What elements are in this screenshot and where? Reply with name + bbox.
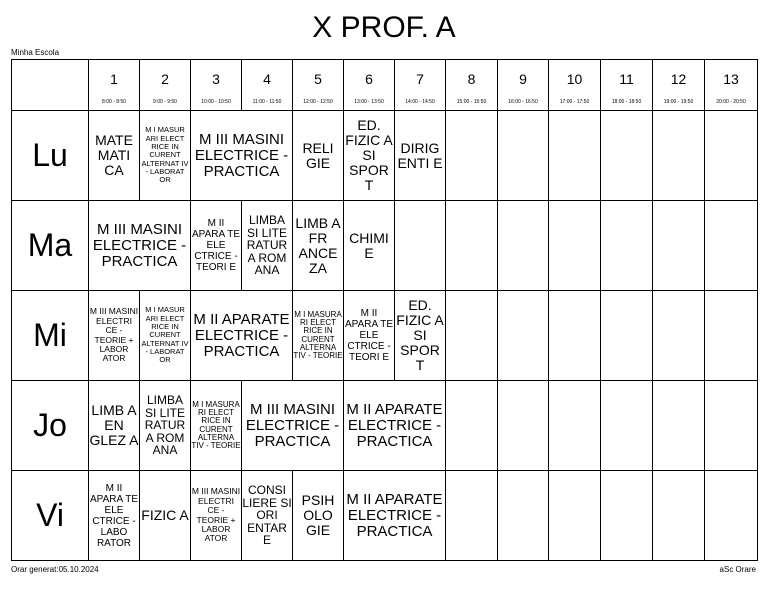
lesson-cell: ED. FIZIC A SI SPOR T — [344, 111, 395, 201]
lesson-cell: MATE MATI CA — [89, 111, 140, 201]
lesson-cell: M I MASURA RI ELECT RICE IN CURENT ALTERNA TIV - TEORIE — [191, 381, 242, 471]
empty-cell — [601, 111, 653, 201]
empty-cell — [446, 201, 498, 291]
generated-date: Orar generat:05.10.2024 — [11, 565, 99, 574]
period-time: 10:00 - 10:50 — [201, 99, 231, 105]
period-header — [395, 60, 446, 111]
period-header — [89, 60, 140, 111]
period-number: 3 — [212, 71, 220, 87]
lesson-cell: DIRIG ENTI E — [395, 111, 446, 201]
period-time: 14:00 - 14:50 — [405, 99, 435, 105]
timetable — [11, 59, 758, 561]
period-header — [498, 60, 549, 111]
empty-cell — [705, 471, 758, 561]
lesson-cell: LIMB A EN GLEZ A — [89, 381, 140, 471]
day-label: Lu — [12, 111, 89, 201]
period-number: 9 — [519, 71, 527, 87]
period-header — [242, 60, 293, 111]
empty-cell — [498, 471, 549, 561]
period-number: 7 — [416, 71, 424, 87]
lesson-cell: LIMBA SI LITE RATUR A ROM ANA — [242, 201, 293, 291]
brand-label: aSc Orare — [719, 565, 756, 574]
page-title: X PROF. A — [312, 11, 456, 44]
day-label: Mi — [12, 291, 89, 381]
day-label: Ma — [12, 201, 89, 291]
lesson-cell: LIMB A FR ANCE ZA — [293, 201, 344, 291]
empty-cell — [446, 381, 498, 471]
empty-cell — [653, 471, 705, 561]
period-number: 2 — [161, 71, 169, 87]
lesson-cell: M II APARATE ELECTRICE -PRACTICA — [344, 381, 446, 471]
empty-cell — [601, 471, 653, 561]
lesson-cell: M II APARA TE ELE CTRICE - LABO RATOR — [89, 471, 140, 561]
period-header — [549, 60, 601, 111]
period-number: 5 — [314, 71, 322, 87]
period-time: 20:00 - 20:50 — [716, 99, 746, 105]
empty-cell — [653, 381, 705, 471]
lesson-cell: RELI GIE — [293, 111, 344, 201]
empty-cell — [498, 381, 549, 471]
corner-cell — [12, 60, 89, 111]
lesson-cell: ED. FIZIC A SI SPOR T — [395, 291, 446, 381]
lesson-cell: CHIMI E — [344, 201, 395, 291]
empty-cell — [498, 201, 549, 291]
lesson-cell: M III MASINI ELECTRICE - PRACTICA — [89, 201, 191, 291]
period-header — [191, 60, 242, 111]
lesson-cell: M III MASINI ELECTRI CE - TEORIE + LABOR ATOR — [89, 291, 140, 381]
empty-cell — [705, 111, 758, 201]
period-time: 12:00 - 12:50 — [303, 99, 333, 105]
lesson-cell: M II APARATE ELECTRICE -PRACTICA — [344, 471, 446, 561]
period-number: 11 — [619, 71, 634, 87]
lesson-cell: PSIH OLO GIE — [293, 471, 344, 561]
empty-cell — [705, 201, 758, 291]
lesson-cell: CONSI LIERE SI ORI ENTAR E — [242, 471, 293, 561]
lesson-cell: M I MASUR ARI ELECT RICE IN CURENT ALTERNAT IV - LABORAT OR — [140, 111, 191, 201]
empty-cell — [653, 291, 705, 381]
period-header — [601, 60, 653, 111]
empty-cell — [549, 111, 601, 201]
lesson-cell: M II APARA TE ELE CTRICE - TEORI E — [344, 291, 395, 381]
empty-cell — [653, 201, 705, 291]
period-number: 13 — [723, 71, 739, 87]
empty-cell — [446, 111, 498, 201]
empty-cell — [498, 111, 549, 201]
empty-cell — [549, 381, 601, 471]
empty-cell — [705, 291, 758, 381]
day-row-mi — [12, 291, 758, 381]
empty-cell — [549, 291, 601, 381]
empty-cell — [549, 201, 601, 291]
period-header — [140, 60, 191, 111]
period-time: 15:00 - 15:50 — [456, 99, 487, 105]
period-time: 18:00 - 18:50 — [611, 99, 642, 105]
period-number: 12 — [670, 71, 687, 87]
period-header-row — [12, 60, 758, 111]
day-row-jo — [12, 381, 758, 471]
lesson-cell: M III MASINI ELECTRI CE - TEORIE + LABOR ATOR — [191, 471, 242, 561]
period-number: 1 — [110, 71, 118, 87]
period-time: 11:00 - 11:50 — [252, 99, 282, 105]
empty-cell — [601, 381, 653, 471]
empty-cell — [446, 291, 498, 381]
empty-cell — [653, 111, 705, 201]
lesson-cell: LIMBA SI LITE RATUR A ROM ANA — [140, 381, 191, 471]
day-row-vi — [12, 471, 758, 561]
period-number: 4 — [263, 71, 271, 87]
lesson-cell: M II APARATE ELECTRICE -PRACTICA — [191, 291, 293, 381]
period-header — [705, 60, 758, 111]
empty-cell — [601, 291, 653, 381]
day-row-ma — [12, 201, 758, 291]
day-label: Jo — [12, 381, 89, 471]
lesson-cell: FIZIC A — [140, 471, 191, 561]
lesson-cell: M I MASURA RI ELECT RICE IN CURENT ALTERNA TIV - TEORIE — [293, 291, 344, 381]
lesson-cell: M III MASINI ELECTRICE - PRACTICA — [242, 381, 344, 471]
empty-cell — [395, 201, 446, 291]
period-header — [653, 60, 705, 111]
period-number: 10 — [566, 71, 583, 87]
period-time: 8:00 - 8:50 — [102, 99, 126, 105]
period-time: 9:00 - 9:50 — [153, 99, 177, 105]
empty-cell — [498, 291, 549, 381]
period-time: 13:00 - 13:50 — [354, 99, 384, 105]
empty-cell — [549, 471, 601, 561]
day-row-lu — [12, 111, 758, 201]
lesson-cell: M I MASUR ARI ELECT RICE IN CURENT ALTERNAT IV - LABORAT OR — [140, 291, 191, 381]
period-time: 19:00 - 19:50 — [663, 99, 694, 105]
empty-cell — [705, 381, 758, 471]
period-number: 8 — [467, 71, 476, 87]
lesson-cell: M II APARA TE ELE CTRICE - TEORI E — [191, 201, 242, 291]
period-time: 16:00 - 16:50 — [508, 99, 538, 105]
day-label: Vi — [12, 471, 89, 561]
school-name: Minha Escola — [11, 48, 60, 57]
period-time: 17:00 - 17:50 — [559, 99, 590, 105]
period-header — [344, 60, 395, 111]
empty-cell — [446, 471, 498, 561]
period-number: 6 — [365, 71, 373, 87]
period-header — [293, 60, 344, 111]
empty-cell — [601, 201, 653, 291]
lesson-cell: M III MASINI ELECTRICE - PRACTICA — [191, 111, 293, 201]
period-header — [446, 60, 498, 111]
